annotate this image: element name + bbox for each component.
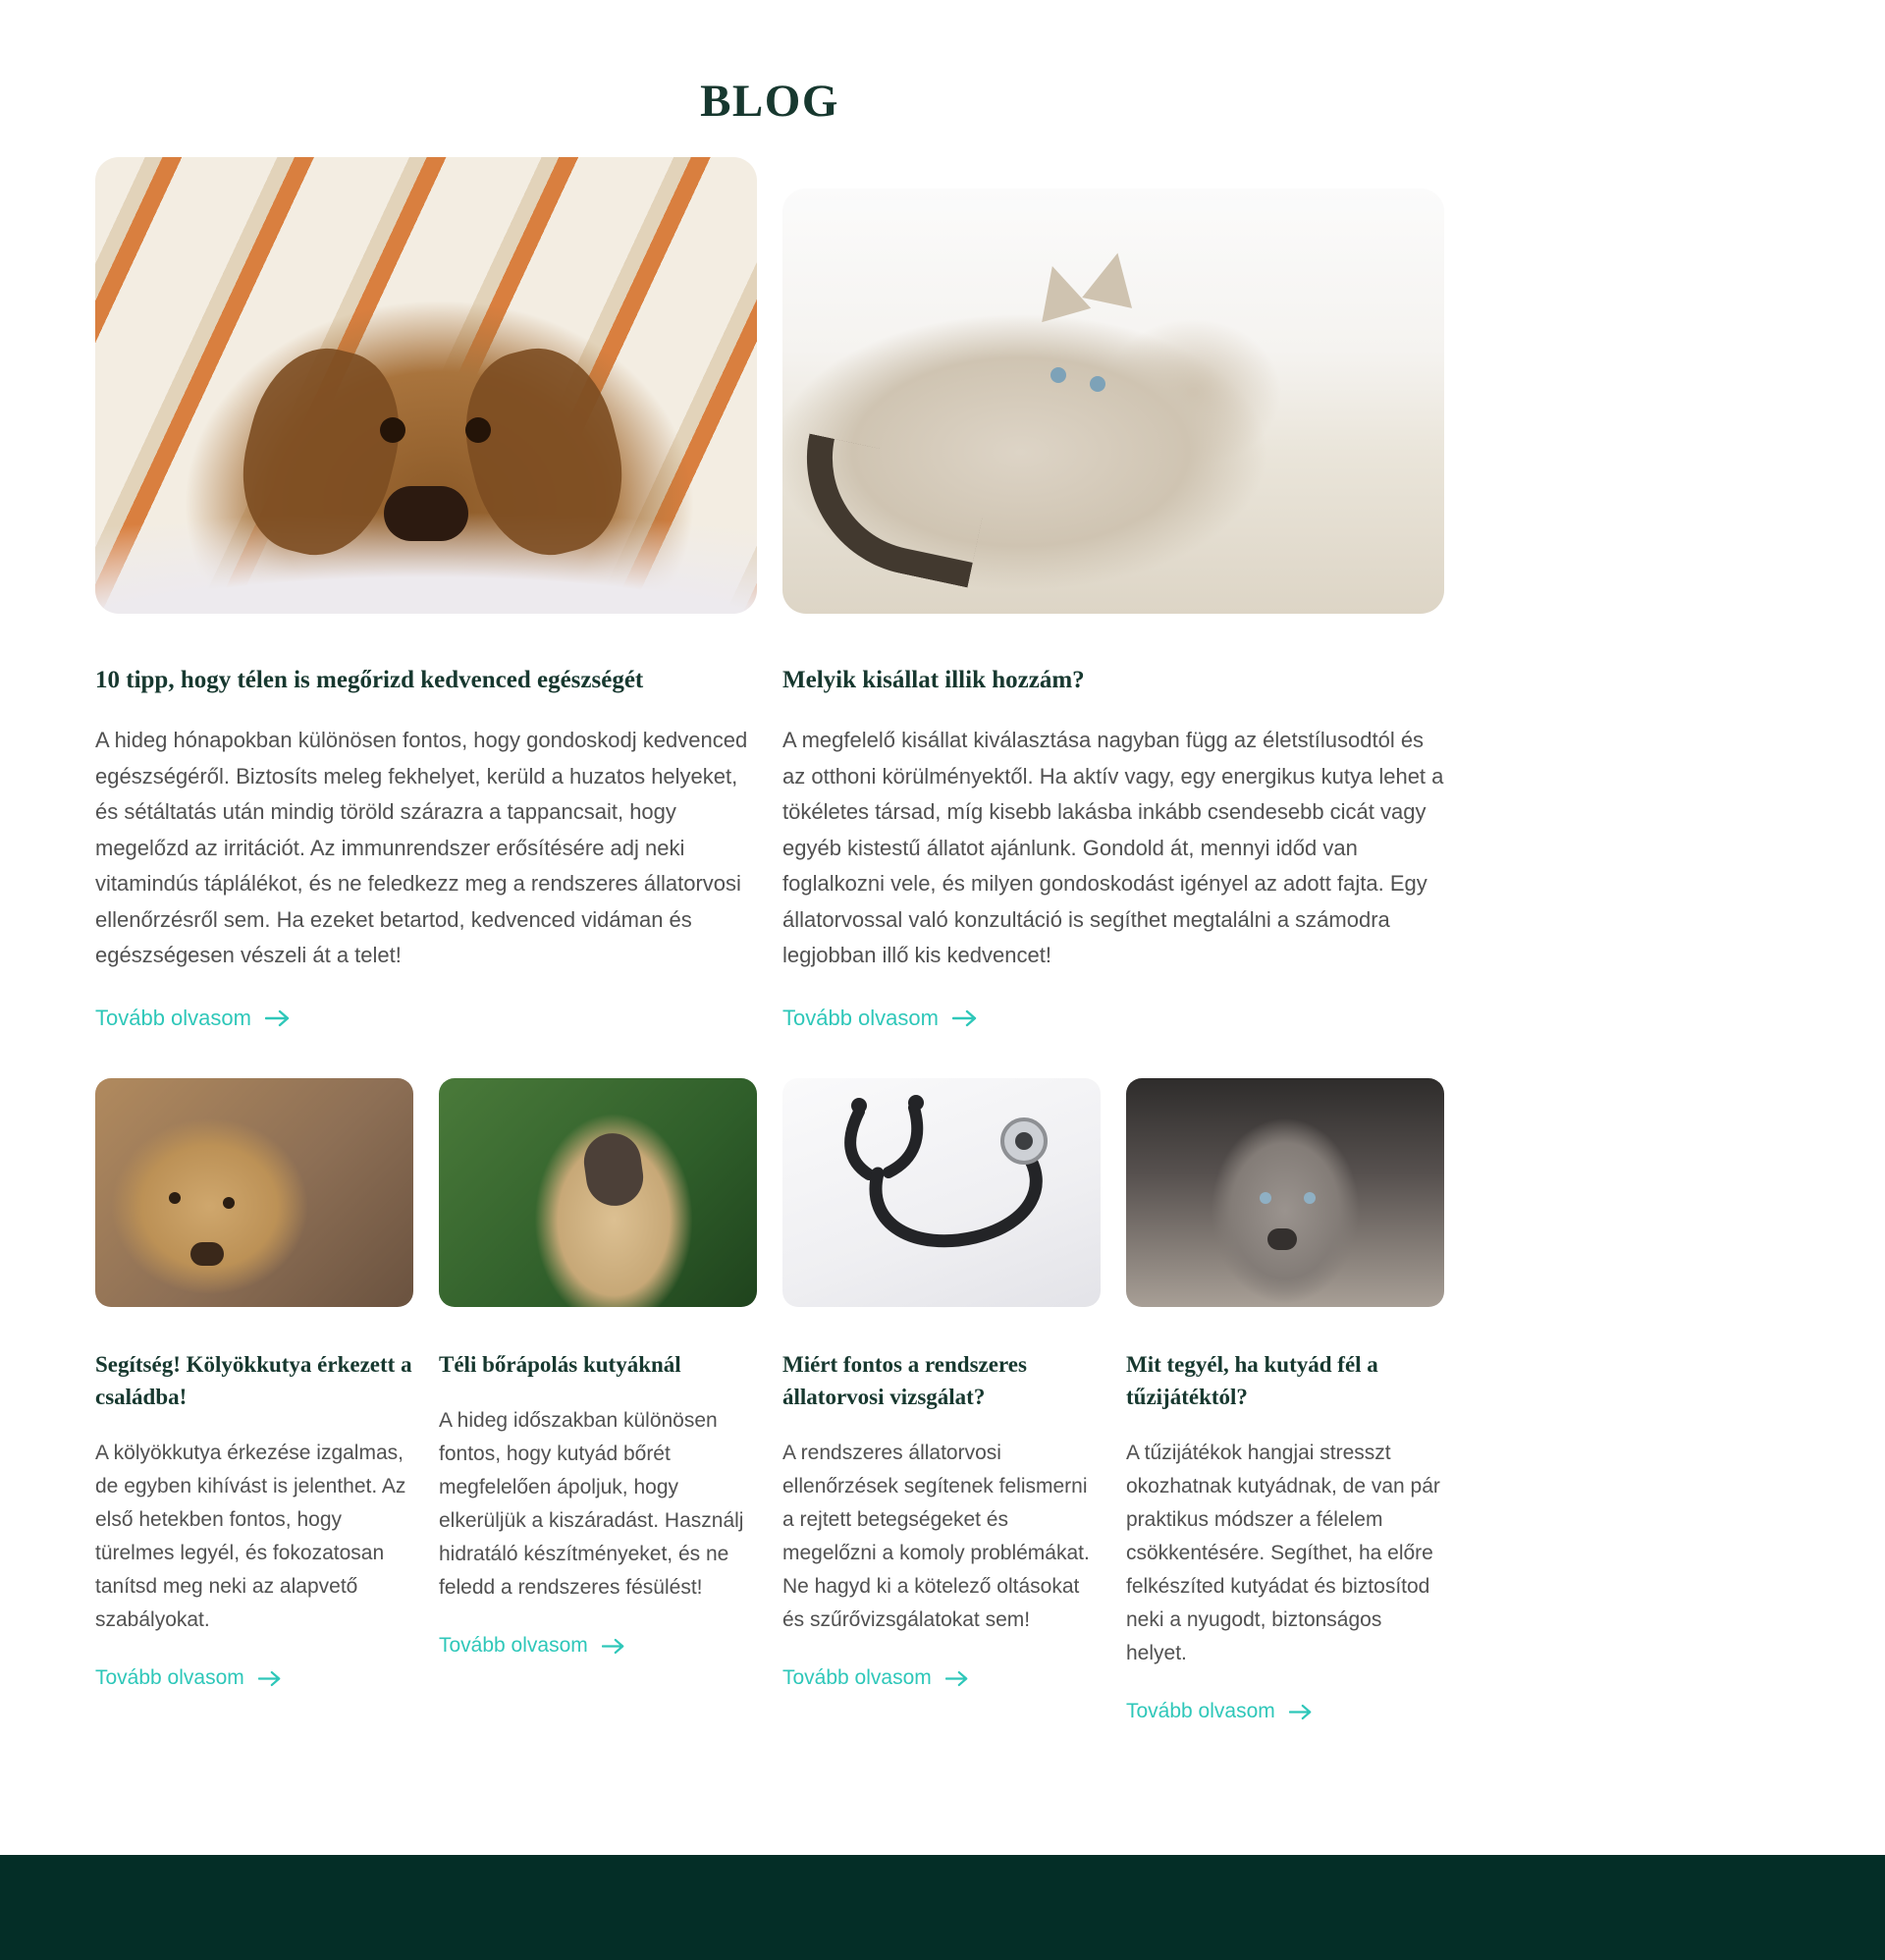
post-excerpt: A kölyökkutya érkezése izgalmas, de egyben kihívást is jelenthet. Az első hetekben fontos, hogy türelmes legyél, és fokozatosan tanítsd meg neki az alapvető szabályokat. [95, 1442, 406, 1632]
tan-puppy-photo [95, 1078, 413, 1307]
cat-eye-shape [1050, 367, 1066, 383]
featured-posts-row [95, 157, 1885, 1031]
blog-card-which-pet [782, 157, 1444, 1031]
blog-card-fireworks-fear [1126, 1078, 1444, 1724]
read-more-link[interactable] [1126, 1700, 1313, 1723]
blog-page [0, 75, 1885, 1855]
photo-slot [95, 157, 757, 614]
arrow-right-icon [258, 1670, 282, 1687]
puppy-nose-shape [1267, 1228, 1297, 1250]
post-excerpt: A tűzijátékok hangjai stresszt okozhatnak kutyádnak, de van pár praktikus módszer a félelem csökkentésére. Segíthet, ha előre felkészíted kutyádat és biztosítod neki a nyugodt, biztonságos helyet. [1126, 1442, 1440, 1665]
read-more-label: Tovább olvasom [439, 1634, 588, 1658]
footer-bar [0, 1855, 1885, 1960]
puppy-nose-shape [190, 1242, 224, 1266]
post-title: Segítség! Kölyökkutya érkezett a családba! [95, 1351, 412, 1409]
blog-card-puppy-arrival [95, 1078, 413, 1691]
secondary-posts-row [95, 1078, 1885, 1724]
dog-ear-shape [225, 334, 417, 570]
stethoscope-photo [782, 1078, 1101, 1307]
read-more-link[interactable] [95, 1666, 282, 1690]
cat-ear-shape [1028, 259, 1091, 322]
arrow-right-icon [945, 1670, 969, 1687]
read-more-link[interactable] [782, 1006, 978, 1031]
puppy-eye-shape [223, 1197, 235, 1209]
cat-lying-photo [782, 189, 1444, 614]
post-excerpt: A hideg időszakban különösen fontos, hogy kutyád bőrét megfelelően ápoljuk, hogy elkerüljük a kiszáradást. Használj hidratáló készítményeket, és ne feledd a rendszeres fésülést! [439, 1408, 744, 1600]
read-more-label: Tovább olvasom [95, 1005, 251, 1030]
read-more-link[interactable] [782, 1666, 969, 1690]
puppy-eye-shape [1260, 1192, 1271, 1204]
cat-tail-shape [785, 434, 993, 588]
photo-slot [782, 157, 1444, 614]
dog-under-blanket-photo [95, 157, 757, 614]
read-more-label: Tovább olvasom [1126, 1700, 1275, 1723]
post-title: Mit tegyél, ha kutyád fél a tűzijátéktól? [1126, 1351, 1378, 1409]
post-excerpt: A rendszeres állatorvosi ellenőrzések segítenek felismerni a rejtett betegségeket és megelőzni a komoly problémákat. Ne hagyd ki a kötelező oltásokat és szűrővizsgálatokat sem! [782, 1442, 1090, 1632]
dog-ear-shape [448, 334, 640, 570]
dog-eye-shape [380, 417, 405, 443]
post-title: 10 tipp, hogy télen is megőrizd kedvenced egészségét [95, 667, 644, 693]
puppy-eye-shape [1304, 1192, 1316, 1204]
cat-eye-shape [1090, 376, 1105, 392]
dog-muzzle-shape [580, 1129, 647, 1209]
read-more-label: Tovább olvasom [782, 1666, 932, 1690]
puppy-eye-shape [169, 1192, 181, 1204]
read-more-link[interactable] [439, 1634, 625, 1658]
post-title: Melyik kisállat illik hozzám? [782, 667, 1085, 693]
post-excerpt: A hideg hónapokban különösen fontos, hogy gondoskodj kedvenced egészségéről. Biztosíts meleg fekhelyet, kerüld a huzatos helyeket, és sétáltatás után mindig töröld szárazra a tappancsait, hogy megelőzd az irritációt. Az immunrendszer erősítésére adj neki vitamindús táplálékot, és ne feledkezz meg a rendszeres állatorvosi ellenőrzésről sem. Ha ezeket betartod, kedvenced vidáman és egészségesen vészeli át a telet! [95, 728, 748, 968]
dog-looking-up-photo [439, 1078, 757, 1307]
arrow-right-icon [265, 1009, 291, 1027]
arrow-right-icon [952, 1009, 978, 1027]
post-title: Miért fontos a rendszeres állatorvosi vizsgálat? [782, 1351, 1027, 1409]
grey-puppy-photo [1126, 1078, 1444, 1307]
arrow-right-icon [1289, 1704, 1313, 1720]
blog-card-winter-skin-care [439, 1078, 757, 1658]
post-title: Téli bőrápolás kutyáknál [439, 1351, 681, 1377]
read-more-label: Tovább olvasom [782, 1005, 939, 1030]
arrow-right-icon [602, 1638, 625, 1655]
blog-card-vet-checkups [782, 1078, 1101, 1691]
read-more-label: Tovább olvasom [95, 1666, 244, 1690]
page-title: BLOG [700, 76, 839, 127]
cat-ear-shape [1082, 247, 1143, 308]
post-excerpt: A megfelelő kisállat kiválasztása nagyban függ az életstílusodtól és az otthoni körülményektől. Ha aktív vagy, egy energikus kutya lehet a tökéletes társad, míg kisebb lakásba inkább csendesebb cicát vagy egyéb kistestű állatot ajánlunk. Gondold át, mennyi időd van foglalkozni vele, és milyen gondoskodást igényel az adott fajta. Egy állatorvossal való konzultáció is segíthet megtalálni a számodra legjobban illő kis kedvencet! [782, 728, 1444, 968]
dog-nose-shape [384, 486, 468, 541]
read-more-link[interactable] [95, 1006, 291, 1031]
blog-card-winter-tips [95, 157, 757, 1031]
stethoscope-illustration [782, 1078, 1101, 1307]
